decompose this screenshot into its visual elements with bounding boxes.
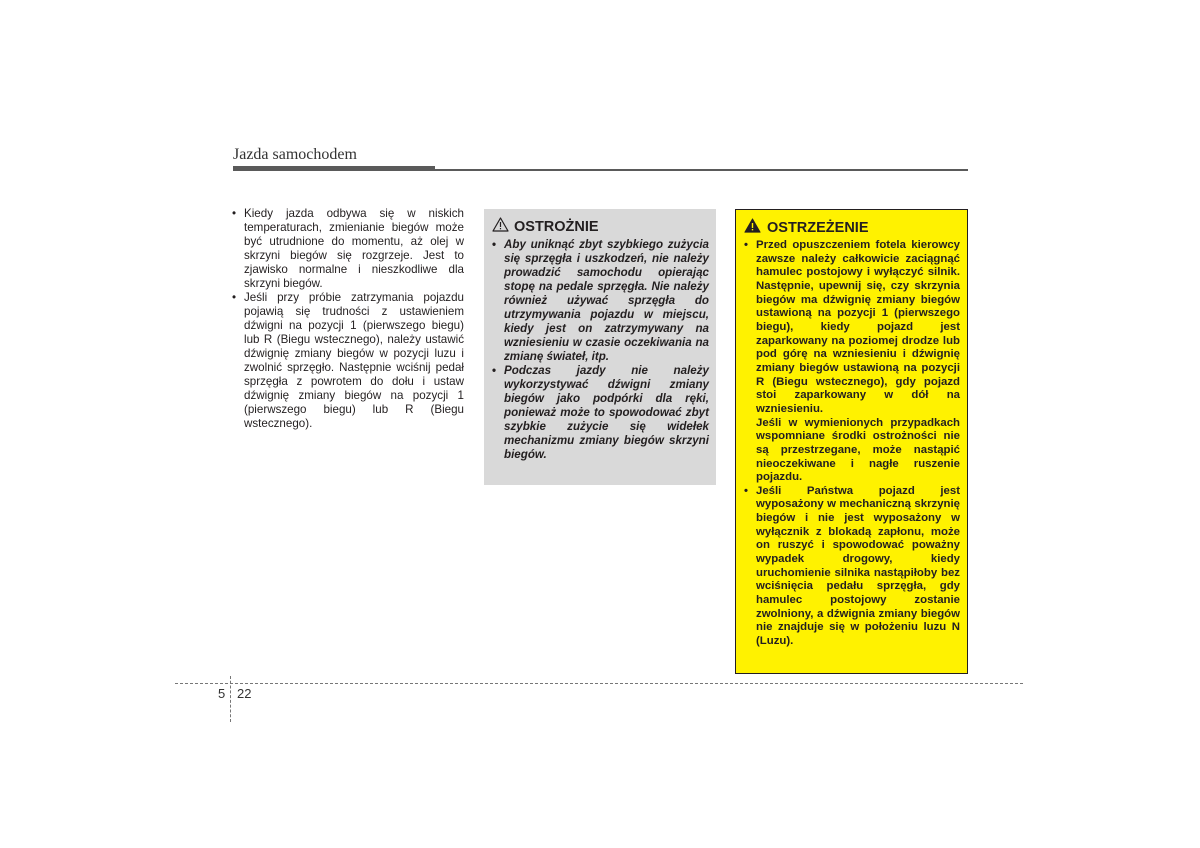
- caution-item: • Podczas jazdy nie należy wykorzystywać dźwigni zmiany biegów jako podpórki dla ręki, ponieważ może to spowodować zbyt szybkie zużycie się widełek mechanizmu zmiany biegów skrzyni biegów.: [490, 364, 709, 462]
- header-rule-thick: [233, 166, 435, 171]
- footer-dashed-divider: [230, 676, 231, 722]
- caution-list: [490, 238, 709, 462]
- body-bullet-item: • Kiedy jazda odbywa się w niskich temperaturach, zmienianie biegów może być utrudnione do momentu, aż olej w skrzyni biegów się rozgrzeje. Jest to zjawisko normalne i nieszkodliwe dla skrzyni biegów.: [231, 207, 464, 291]
- caution-box: [484, 209, 716, 485]
- warning-item: [742, 239, 960, 485]
- warning-triangle-filled-icon: [744, 218, 761, 237]
- warning-item-paragraph: • Przed opuszczeniem fotela kierowcy zawsze należy całkowicie zaciągnąć hamulec postojowy i wyłączyć silnik. Następnie, upewnij się, czy skrzynia biegów ma dźwignię zmiany biegów ustawioną na pozycji 1 (pierwszego biegu), kiedy pojazd jest zaparkowany na poziomej drodze lub pod górę na wzniesieniu i dźwignię zmiany biegów ustawioną na pozycji R (Biegu wstecznego), gdy pojazd stoi zaparkowany w dół na wzniesieniu.: [756, 239, 960, 415]
- warning-box: [735, 209, 968, 674]
- body-bullet-list: [231, 207, 464, 431]
- body-bullet-item: • Jeśli przy próbie zatrzymania pojazdu pojawią się trudności z ustawieniem dźwigni na pozycji 1 (pierwszego biegu) lub R (Biegu wstecznego), należy ustawić dźwignię zmiany biegów w pozycji luzu i zwolnić sprzęgło. Następnie wciśnij pedał sprzęgła z powrotem do dołu i ustaw dźwignię zmiany biegów na pozycji 1 (pierwszego biegu) lub R (Biegu wstecznego).: [231, 291, 464, 431]
- warning-heading: [744, 218, 960, 237]
- page-section-number: 5: [218, 686, 226, 701]
- warning-title: OSTRZEŻENIE: [767, 219, 869, 236]
- warning-list: [742, 239, 960, 649]
- warning-item-paragraph: Jeśli w wymienionych przypadkach wspomniane środki ostrożności nie są przestrzegane, może nastąpić nieoczekiwane i nagłe ruszenie pojazdu.: [756, 416, 960, 484]
- footer-dashed-rule: [175, 683, 1023, 684]
- caution-item: • Aby uniknąć zbyt szybkiego zużycia się sprzęgła i uszkodzeń, nie należy prowadzić samochodu opierając stopę na pedale sprzęgła. Nie należy również używać sprzęgła do utrzymywania pojazdu w miejscu, kiedy jest on zatrzymywany na wzniesieniu w czasie oczekiwania na zmianę świateł, itp.: [490, 238, 709, 364]
- warning-item: • Jeśli Państwa pojazd jest wyposażony w mechaniczną skrzynię biegów i nie jest wyposażony w wyłącznik z blokadą zapłonu, może on ruszyć i spowodować poważny wypadek drogowy, kiedy uruchomienie silnika nastąpiłoby bez wciśnięcia pedału sprzęgła, gdy hamulec postojowy zostanie zwolniony, a dźwignia zmiany biegów nie znajduje się w położeniu luzu N (Luzu).: [742, 485, 960, 649]
- caution-title: OSTROŻNIE: [514, 218, 599, 235]
- page-number: 22: [237, 686, 252, 701]
- page-header-title: Jazda samochodem: [233, 146, 357, 163]
- caution-heading: [492, 217, 709, 236]
- header-rule-thin: [435, 169, 968, 171]
- body-text-column: [231, 207, 464, 431]
- caution-triangle-outline-icon: [492, 217, 509, 236]
